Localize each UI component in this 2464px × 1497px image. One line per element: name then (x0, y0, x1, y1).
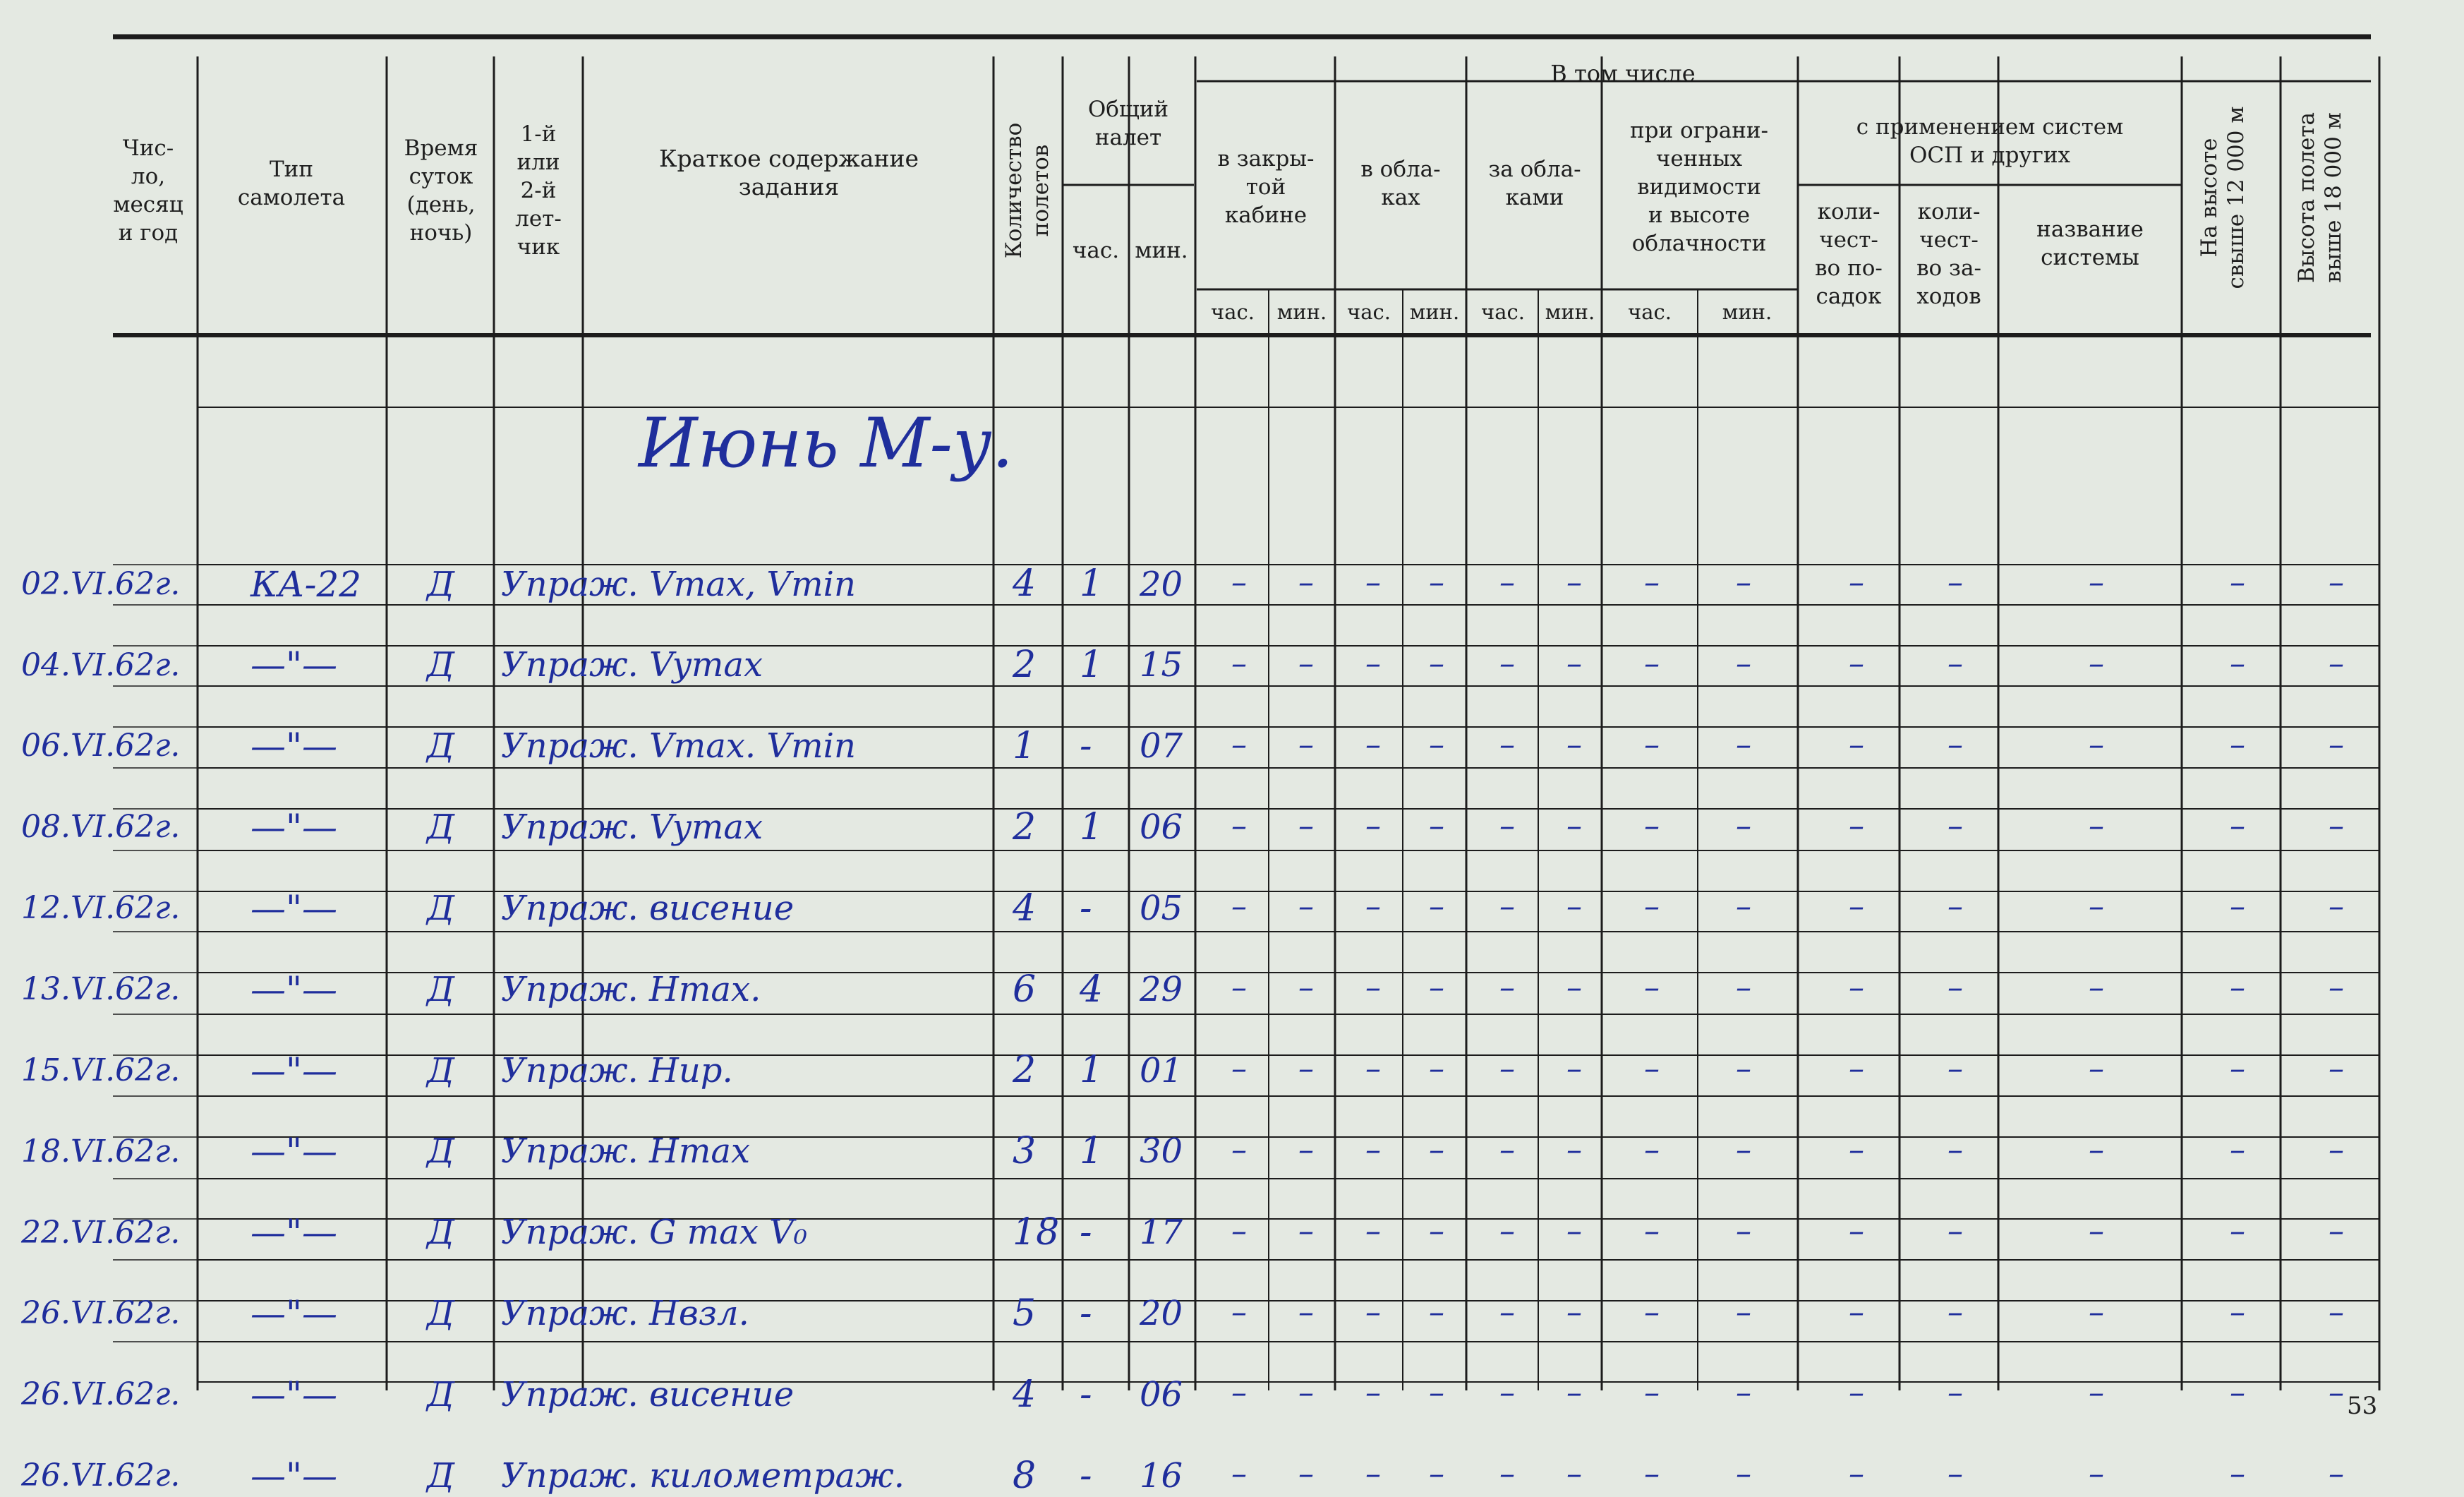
entry-minutes: 20 (1140, 564, 1183, 604)
empty-cell-dash: – (1499, 565, 1515, 601)
entry-task: Упраж. Hир. (501, 1050, 733, 1090)
empty-cell-dash: – (2089, 726, 2104, 763)
empty-cell-dash: – (2329, 1051, 2344, 1088)
header-total-hours: час. (1072, 238, 1120, 263)
entry-minutes: 16 (1140, 1455, 1183, 1496)
empty-cell-dash: – (2230, 1294, 2245, 1330)
header-closed-cabin: в закры- той кабине (1217, 146, 1315, 228)
empty-cell-dash: – (1365, 1375, 1381, 1412)
entry-flights: 1 (1013, 725, 1037, 768)
header-pilot: 1-й или 2-й лет- чик (515, 121, 562, 260)
page-number: 53 (2347, 1392, 2378, 1420)
entry-hours: - (1080, 1292, 1092, 1335)
empty-cell-dash: – (1849, 970, 1864, 1006)
sub-minutes-above: мин. (1545, 300, 1595, 324)
empty-cell-dash: – (1566, 1456, 1582, 1493)
empty-cell-dash: – (1365, 1131, 1381, 1168)
empty-cell-dash: – (1644, 565, 1660, 601)
empty-cell-dash: – (2329, 1456, 2344, 1493)
entry-date: 04.VI.62г. (21, 647, 181, 683)
empty-cell-dash: – (1849, 645, 1864, 682)
empty-cell-dash: – (1499, 1051, 1515, 1088)
empty-cell-dash: – (1947, 970, 1963, 1006)
entry-task: Упраж. G max V₀ (501, 1213, 807, 1253)
empty-cell-dash: – (1298, 726, 1314, 763)
empty-cell-dash: – (1499, 970, 1515, 1006)
empty-cell-dash: – (2230, 565, 2245, 601)
empty-cell-dash: – (1849, 889, 1864, 925)
entry-task: Упраж. Hвзл. (501, 1294, 749, 1334)
header-above-18000: Высота полета выше 18 000 м (2294, 112, 2346, 283)
empty-cell-dash: – (1429, 726, 1444, 763)
entry-hours: 1 (1080, 1130, 1104, 1173)
entry-minutes: 01 (1140, 1050, 1183, 1090)
empty-cell-dash: – (1231, 1375, 1247, 1412)
empty-cell-dash: – (1231, 807, 1247, 844)
empty-cell-dash: – (1231, 565, 1247, 601)
empty-cell-dash: – (1365, 970, 1381, 1006)
entry-date: 22.VI.62г. (21, 1214, 181, 1251)
entry-hours: 1 (1080, 644, 1104, 687)
empty-cell-dash: – (1644, 726, 1660, 763)
empty-cell-dash: – (1429, 1456, 1444, 1493)
sub-minutes-cabin: мин. (1276, 300, 1327, 324)
entry-task: Упраж. висение (501, 1375, 795, 1414)
entry-flights: 4 (1013, 886, 1037, 930)
entry-flights: 4 (1013, 1373, 1037, 1416)
entry-time-of-day: Д (427, 1131, 455, 1172)
entry-date: 02.VI.62г. (21, 565, 181, 602)
entry-time-of-day: Д (427, 564, 455, 604)
empty-cell-dash: – (1736, 645, 1751, 682)
empty-cell-dash: – (1499, 645, 1515, 682)
empty-cell-dash: – (1849, 565, 1864, 601)
empty-cell-dash: – (1298, 889, 1314, 925)
entry-minutes: 30 (1140, 1131, 1183, 1172)
empty-cell-dash: – (1231, 1051, 1247, 1088)
entry-task: Упраж. Hmax (501, 1131, 751, 1172)
entry-aircraft: —"— (250, 1293, 337, 1335)
empty-cell-dash: – (1365, 807, 1381, 844)
entry-time-of-day: Д (427, 807, 455, 848)
empty-cell-dash: – (1298, 565, 1314, 601)
empty-cell-dash: – (1566, 807, 1582, 844)
empty-cell-dash: – (1566, 1131, 1582, 1168)
header-time-of-day: Время суток (день, ночь) (404, 136, 478, 246)
empty-cell-dash: – (1644, 1375, 1660, 1412)
entry-minutes: 17 (1140, 1213, 1183, 1253)
empty-cell-dash: – (2329, 807, 2344, 844)
empty-cell-dash: – (1231, 645, 1247, 682)
empty-cell-dash: – (1429, 565, 1444, 601)
entry-task: Упраж. висение (501, 888, 795, 928)
empty-cell-dash: – (1736, 807, 1751, 844)
empty-cell-dash: – (2089, 970, 2104, 1006)
empty-cell-dash: – (1499, 1131, 1515, 1168)
empty-cell-dash: – (1365, 1456, 1381, 1493)
empty-cell-dash: – (1231, 1456, 1247, 1493)
empty-cell-dash: – (2089, 645, 2104, 682)
empty-cell-dash: – (2230, 1051, 2245, 1088)
empty-cell-dash: – (1429, 889, 1444, 925)
empty-cell-dash: – (1365, 726, 1381, 763)
empty-cell-dash: – (1849, 807, 1864, 844)
empty-cell-dash: – (2089, 807, 2104, 844)
empty-cell-dash: – (1947, 1051, 1963, 1088)
header-total-flight: Общий налет (1087, 97, 1169, 150)
entry-time-of-day: Д (427, 1375, 455, 1414)
empty-cell-dash: – (1644, 645, 1660, 682)
entry-task: Упраж. Vymax (501, 807, 763, 848)
empty-cell-dash: – (1429, 645, 1444, 682)
header-system-name: название системы (2036, 217, 2144, 270)
empty-cell-dash: – (1566, 1294, 1582, 1330)
empty-cell-dash: – (1566, 645, 1582, 682)
empty-cell-dash: – (2089, 889, 2104, 925)
empty-cell-dash: – (1429, 1131, 1444, 1168)
empty-cell-dash: – (2089, 1051, 2104, 1088)
empty-cell-dash: – (1947, 565, 1963, 601)
empty-cell-dash: – (1429, 1213, 1444, 1249)
empty-cell-dash: – (1849, 1456, 1864, 1493)
empty-cell-dash: – (1849, 726, 1864, 763)
empty-cell-dash: – (1298, 807, 1314, 844)
empty-cell-dash: – (2089, 565, 2104, 601)
empty-cell-dash: – (1566, 970, 1582, 1006)
entry-flights: 3 (1013, 1130, 1037, 1173)
empty-cell-dash: – (2329, 645, 2344, 682)
empty-cell-dash: – (2230, 1131, 2245, 1168)
entry-aircraft: —"— (250, 807, 337, 848)
empty-cell-dash: – (2089, 1375, 2104, 1412)
entry-hours: - (1080, 1211, 1092, 1254)
empty-cell-dash: – (1849, 1051, 1864, 1088)
empty-cell-dash: – (2230, 726, 2245, 763)
entry-minutes: 29 (1140, 969, 1183, 1009)
empty-cell-dash: – (1644, 970, 1660, 1006)
entry-aircraft: —"— (250, 644, 337, 686)
entry-hours: 4 (1080, 968, 1104, 1011)
empty-cell-dash: – (1298, 970, 1314, 1006)
empty-cell-dash: – (1947, 1213, 1963, 1249)
entry-date: 15.VI.62г. (21, 1052, 181, 1088)
empty-cell-dash: – (2089, 1456, 2104, 1493)
header-limited-visibility: при ограни- ченных видимости и высоте облачности (1629, 118, 1769, 256)
entry-flights: 4 (1013, 563, 1037, 606)
empty-cell-dash: – (1736, 889, 1751, 925)
empty-cell-dash: – (1849, 1375, 1864, 1412)
empty-cell-dash: – (1736, 1051, 1751, 1088)
empty-cell-dash: – (1298, 1131, 1314, 1168)
entry-aircraft: КА-22 (250, 563, 362, 605)
empty-cell-dash: – (1231, 726, 1247, 763)
empty-cell-dash: – (1947, 1375, 1963, 1412)
entry-time-of-day: Д (427, 1050, 455, 1090)
entry-aircraft: —"— (250, 1131, 337, 1172)
empty-cell-dash: – (1231, 889, 1247, 925)
empty-cell-dash: – (1231, 1294, 1247, 1330)
empty-cell-dash: – (2230, 889, 2245, 925)
empty-cell-dash: – (1499, 889, 1515, 925)
empty-cell-dash: – (2230, 645, 2245, 682)
empty-cell-dash: – (2329, 1213, 2344, 1249)
entry-minutes: 06 (1140, 1375, 1183, 1414)
empty-cell-dash: – (2329, 1294, 2344, 1330)
entry-aircraft: —"— (250, 1212, 337, 1253)
empty-cell-dash: – (1736, 1213, 1751, 1249)
empty-cell-dash: – (1566, 565, 1582, 601)
entry-aircraft: —"— (250, 1455, 337, 1496)
entry-flights: 2 (1013, 1049, 1037, 1092)
empty-cell-dash: – (1566, 1051, 1582, 1088)
empty-cell-dash: – (1947, 645, 1963, 682)
entry-time-of-day: Д (427, 969, 455, 1009)
entry-hours: - (1080, 886, 1092, 930)
entry-date: 26.VI.62г. (21, 1457, 181, 1494)
header-group-title: В том числе (1550, 60, 1696, 87)
entry-time-of-day: Д (427, 1294, 455, 1334)
empty-cell-dash: – (1429, 1294, 1444, 1330)
header-above-12000: На высоте свыше 12 000 м (2197, 106, 2249, 289)
empty-cell-dash: – (1298, 1051, 1314, 1088)
empty-cell-dash: – (1644, 889, 1660, 925)
empty-cell-dash: – (1566, 1213, 1582, 1249)
entry-time-of-day: Д (427, 645, 455, 685)
empty-cell-dash: – (1566, 889, 1582, 925)
empty-cell-dash: – (1499, 726, 1515, 763)
entry-time-of-day: Д (427, 726, 455, 766)
empty-cell-dash: – (1736, 1131, 1751, 1168)
empty-cell-dash: – (2089, 1294, 2104, 1330)
entry-task: Упраж. Vmax, Vmin (501, 564, 856, 604)
entry-time-of-day: Д (427, 888, 455, 928)
sub-hours-clouds: час. (1347, 300, 1391, 324)
entry-hours: 1 (1080, 1049, 1104, 1092)
entry-flights: 8 (1013, 1454, 1037, 1497)
empty-cell-dash: – (1298, 645, 1314, 682)
empty-cell-dash: – (1736, 1375, 1751, 1412)
empty-cell-dash: – (1849, 1294, 1864, 1330)
empty-cell-dash: – (1365, 645, 1381, 682)
header-aircraft-type: Тип самолета (237, 157, 346, 210)
empty-cell-dash: – (2329, 889, 2344, 925)
entry-aircraft: —"— (250, 726, 337, 767)
header-approaches-count: коли- чест- во за- ходов (1916, 199, 1981, 309)
entry-hours: - (1080, 1454, 1092, 1497)
entry-flights: 2 (1013, 805, 1037, 848)
empty-cell-dash: – (1298, 1213, 1314, 1249)
empty-cell-dash: – (1736, 970, 1751, 1006)
empty-cell-dash: – (2089, 1213, 2104, 1249)
empty-cell-dash: – (1644, 807, 1660, 844)
empty-cell-dash: – (1365, 565, 1381, 601)
entry-date: 12.VI.62г. (21, 890, 181, 927)
empty-cell-dash: – (1736, 726, 1751, 763)
header-total-minutes: мин. (1135, 238, 1188, 263)
empty-cell-dash: – (2230, 1375, 2245, 1412)
empty-cell-dash: – (1849, 1131, 1864, 1168)
entry-date: 26.VI.62г. (21, 1295, 181, 1332)
entry-aircraft: —"— (250, 887, 337, 929)
empty-cell-dash: – (1566, 1375, 1582, 1412)
entry-time-of-day: Д (427, 1455, 455, 1496)
entry-hours: - (1080, 725, 1092, 768)
header-task-summary: Краткое содержание задания (659, 145, 919, 200)
empty-cell-dash: – (1736, 1456, 1751, 1493)
entry-minutes: 15 (1140, 645, 1183, 685)
empty-cell-dash: – (1947, 726, 1963, 763)
empty-cell-dash: – (1947, 1294, 1963, 1330)
empty-cell-dash: – (2329, 565, 2344, 601)
entry-time-of-day: Д (427, 1213, 455, 1253)
entry-aircraft: —"— (250, 1373, 337, 1415)
empty-cell-dash: – (1365, 1051, 1381, 1088)
empty-cell-dash: – (2329, 970, 2344, 1006)
header-landings-count: коли- чест- во по- садок (1815, 199, 1883, 309)
entry-date: 08.VI.62г. (21, 809, 181, 846)
header-above-clouds: за обла- ками (1488, 157, 1581, 210)
empty-cell-dash: – (1644, 1294, 1660, 1330)
entry-flights: 6 (1013, 968, 1037, 1011)
entry-aircraft: —"— (250, 968, 337, 1010)
entry-task: Упраж. Hmax. (501, 969, 761, 1009)
sub-hours-above: час. (1481, 300, 1525, 324)
empty-cell-dash: – (2089, 1131, 2104, 1168)
entry-date: 26.VI.62г. (21, 1376, 181, 1413)
empty-cell-dash: – (1644, 1051, 1660, 1088)
entry-hours: 1 (1080, 805, 1104, 848)
empty-cell-dash: – (1499, 1456, 1515, 1493)
empty-cell-dash: – (1849, 1213, 1864, 1249)
empty-cell-dash: – (1231, 1131, 1247, 1168)
empty-cell-dash: – (1947, 807, 1963, 844)
empty-cell-dash: – (1499, 1294, 1515, 1330)
entry-date: 18.VI.62г. (21, 1133, 181, 1170)
empty-cell-dash: – (2230, 807, 2245, 844)
entry-date: 06.VI.62г. (21, 728, 181, 764)
empty-cell-dash: – (1298, 1294, 1314, 1330)
empty-cell-dash: – (1231, 1213, 1247, 1249)
header-date: Чис- ло, месяц и год (113, 136, 183, 246)
empty-cell-dash: – (1429, 807, 1444, 844)
empty-cell-dash: – (2329, 1131, 2344, 1168)
empty-cell-dash: – (1365, 889, 1381, 925)
empty-cell-dash: – (1644, 1131, 1660, 1168)
empty-cell-dash: – (1736, 1294, 1751, 1330)
header-in-clouds: в обла- ках (1360, 157, 1441, 210)
empty-cell-dash: – (2230, 1213, 2245, 1249)
entry-flights: 2 (1013, 644, 1037, 687)
sub-minutes-limited: мин. (1722, 300, 1772, 324)
empty-cell-dash: – (1298, 1375, 1314, 1412)
empty-cell-dash: – (1947, 1456, 1963, 1493)
empty-cell-dash: – (1499, 1213, 1515, 1249)
empty-cell-dash: – (1644, 1213, 1660, 1249)
header-flights-count: Количество полетов (1001, 122, 1053, 259)
empty-cell-dash: – (1499, 807, 1515, 844)
empty-cell-dash: – (2329, 726, 2344, 763)
empty-cell-dash: – (2230, 1456, 2245, 1493)
entry-flights: 5 (1013, 1292, 1037, 1335)
sub-hours-cabin: час. (1211, 300, 1255, 324)
entry-aircraft: —"— (250, 1050, 337, 1091)
sub-minutes-clouds: мин. (1409, 300, 1460, 324)
entry-minutes: 06 (1140, 807, 1183, 848)
entry-task: Упраж. Vmax. Vmin (501, 726, 856, 766)
empty-cell-dash: – (1429, 1375, 1444, 1412)
entry-minutes: 05 (1140, 888, 1183, 928)
empty-cell-dash: – (1298, 1456, 1314, 1493)
entry-flights: 18 (1013, 1211, 1060, 1254)
empty-cell-dash: – (1947, 889, 1963, 925)
month-heading: Июнь М-у. (639, 404, 1014, 483)
empty-cell-dash: – (1736, 565, 1751, 601)
sub-hours-limited: час. (1628, 300, 1672, 324)
empty-cell-dash: – (1644, 1456, 1660, 1493)
empty-cell-dash: – (1499, 1375, 1515, 1412)
empty-cell-dash: – (1429, 1051, 1444, 1088)
empty-cell-dash: – (1365, 1294, 1381, 1330)
entry-task: Упраж. километраж. (501, 1455, 905, 1496)
empty-cell-dash: – (1429, 970, 1444, 1006)
empty-cell-dash: – (1947, 1131, 1963, 1168)
entry-hours: 1 (1080, 563, 1104, 606)
entry-hours: - (1080, 1373, 1092, 1416)
entry-minutes: 07 (1140, 726, 1183, 766)
empty-cell-dash: – (1365, 1213, 1381, 1249)
entry-minutes: 20 (1140, 1294, 1183, 1334)
entry-date: 13.VI.62г. (21, 971, 181, 1007)
header-osp-systems: с применением систем ОСП и других (1856, 114, 2124, 168)
empty-cell-dash: – (2329, 1375, 2344, 1412)
entry-task: Упраж. Vymax (501, 645, 763, 685)
empty-cell-dash: – (2230, 970, 2245, 1006)
empty-cell-dash: – (1231, 970, 1247, 1006)
empty-cell-dash: – (1566, 726, 1582, 763)
